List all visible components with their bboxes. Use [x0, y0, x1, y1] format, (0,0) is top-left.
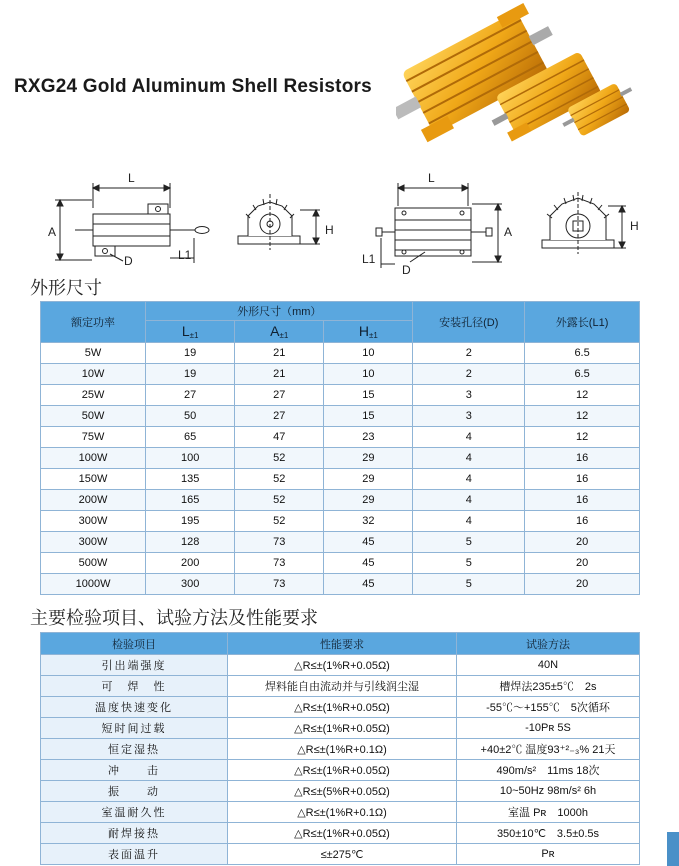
label-H-left: H: [325, 223, 334, 237]
table-cell: △R≤±(1%R+0.05Ω): [228, 697, 457, 718]
table-cell: 6.5: [525, 364, 640, 385]
table-cell: +40±2℃ 温度93⁺²₋₃% 21天: [457, 739, 640, 760]
table-cell: 引出端强度: [41, 655, 228, 676]
header-power: 额定功率: [41, 302, 146, 343]
table-cell: 5: [413, 574, 525, 595]
table-cell: 45: [324, 574, 413, 595]
table-cell: 短时间过载: [41, 718, 228, 739]
table-cell: △R≤±(1%R+0.05Ω): [228, 760, 457, 781]
dimension-table: [40, 301, 640, 595]
table-cell: 52: [235, 490, 324, 511]
table-row: [41, 844, 640, 865]
header-A: $A_{\pm 1}$: [235, 321, 324, 343]
table-cell: △R≤±(1%R+0.05Ω): [228, 718, 457, 739]
table-cell: 47: [235, 427, 324, 448]
table-cell: Pʀ: [457, 844, 640, 865]
end-view-large: [542, 192, 626, 254]
table-cell: 500W: [41, 553, 146, 574]
table-cell: 槽焊法235±5℃ 2s: [457, 676, 640, 697]
table-row: [41, 406, 640, 427]
table-row: [41, 676, 640, 697]
table-cell: △R≤±(5%R+0.05Ω): [228, 781, 457, 802]
table-cell: 恒定湿热: [41, 739, 228, 760]
end-view-small: [238, 194, 320, 250]
corner-accent: [667, 832, 679, 866]
table-row: [41, 655, 640, 676]
table-cell: 12: [525, 385, 640, 406]
table-cell: 15: [324, 406, 413, 427]
table-cell: 4: [413, 469, 525, 490]
table-cell: 4: [413, 511, 525, 532]
table-row: [41, 823, 640, 844]
table-cell: 73: [235, 532, 324, 553]
table-cell: -55℃～+155℃ 5次循环: [457, 697, 640, 718]
table-cell: 23: [324, 427, 413, 448]
table-cell: △R≤±(1%R+0.1Ω): [228, 739, 457, 760]
table-cell: 21: [235, 343, 324, 364]
table-row: [41, 343, 640, 364]
table-cell: 73: [235, 553, 324, 574]
table-cell: 75W: [41, 427, 146, 448]
table-cell: 可 焊 性: [41, 676, 228, 697]
table-cell: 耐焊接热: [41, 823, 228, 844]
table-cell: 焊料能自由流动并与引线润尘湿: [228, 676, 457, 697]
table-cell: 16: [525, 490, 640, 511]
header-lead: 外露长(L1): [525, 302, 640, 343]
table-cell: 45: [324, 553, 413, 574]
section-tests-title: 主要检验项目、试验方法及性能要求: [30, 608, 318, 629]
table-cell: 4: [413, 490, 525, 511]
table-row: [41, 553, 640, 574]
table-cell: 165: [146, 490, 235, 511]
table-cell: 27: [146, 385, 235, 406]
dimension-drawings: [0, 168, 679, 280]
table-row: [41, 739, 640, 760]
table-cell: 21: [235, 364, 324, 385]
table-cell: 25W: [41, 385, 146, 406]
section-dimensions-title: 外形尺寸: [30, 278, 102, 299]
label-L1-right: L1: [362, 252, 376, 266]
table-cell: 1000W: [41, 574, 146, 595]
table-cell: 52: [235, 511, 324, 532]
table-row: [41, 511, 640, 532]
table-cell: △R≤±(1%R+0.05Ω): [228, 655, 457, 676]
table-row: [41, 448, 640, 469]
label-L1-left: L1: [178, 248, 192, 262]
table-row: [41, 574, 640, 595]
label-D-left: D: [124, 254, 133, 268]
table-cell: 2: [413, 343, 525, 364]
table-row: [41, 781, 640, 802]
table-cell: 128: [146, 532, 235, 553]
table-cell: 45: [324, 532, 413, 553]
test-table: [40, 632, 640, 865]
table-cell: ≤±275℃: [228, 844, 457, 865]
table-cell: 表面温升: [41, 844, 228, 865]
table-cell: 29: [324, 448, 413, 469]
table-cell: 300W: [41, 532, 146, 553]
table-cell: 10~50Hz 98m/s² 6h: [457, 781, 640, 802]
header-hole: 安装孔径(D): [413, 302, 525, 343]
label-L-left: L: [128, 171, 135, 185]
table-cell: 50W: [41, 406, 146, 427]
table-cell: 150W: [41, 469, 146, 490]
table-cell: 135: [146, 469, 235, 490]
table-cell: 16: [525, 469, 640, 490]
table-cell: △R≤±(1%R+0.1Ω): [228, 802, 457, 823]
table-cell: 3: [413, 406, 525, 427]
header-L: $L_{\pm 1}$: [146, 321, 235, 343]
table-cell: 490m/s² 11ms 18次: [457, 760, 640, 781]
table-cell: 20: [525, 553, 640, 574]
table-cell: 19: [146, 343, 235, 364]
table-row: [41, 718, 640, 739]
table-cell: 15: [324, 385, 413, 406]
table-row: [41, 802, 640, 823]
header-item: 检验项目: [41, 633, 228, 655]
table-cell: 10: [324, 364, 413, 385]
table-cell: △R≤±(1%R+0.05Ω): [228, 823, 457, 844]
table-cell: 20: [525, 532, 640, 553]
table-row: [41, 490, 640, 511]
header-requirement: 性能要求: [228, 633, 457, 655]
table-cell: 52: [235, 448, 324, 469]
table-cell: 29: [324, 469, 413, 490]
header-H: $H_{\pm 1}$: [324, 321, 413, 343]
table-cell: 4: [413, 448, 525, 469]
table-cell: 4: [413, 427, 525, 448]
table-cell: 振 动: [41, 781, 228, 802]
table-cell: 73: [235, 574, 324, 595]
table-cell: 100: [146, 448, 235, 469]
table-cell: 40N: [457, 655, 640, 676]
side-view-large: [376, 183, 502, 268]
table-cell: 200: [146, 553, 235, 574]
header-method: 试验方法: [457, 633, 640, 655]
table-cell: 300: [146, 574, 235, 595]
label-H-right: H: [630, 219, 639, 233]
table-cell: 65: [146, 427, 235, 448]
header-dims: 外形尺寸（mm）: [146, 302, 413, 321]
table-cell: 室温耐久性: [41, 802, 228, 823]
table-cell: 温度快速变化: [41, 697, 228, 718]
label-L-right: L: [428, 171, 435, 185]
table-cell: 200W: [41, 490, 146, 511]
page-title: RXG24 Gold Aluminum Shell Resistors: [14, 76, 372, 97]
table-cell: -10Pʀ 5S: [457, 718, 640, 739]
table-cell: 12: [525, 427, 640, 448]
table-row: [41, 760, 640, 781]
table-cell: 10W: [41, 364, 146, 385]
resistor-photo: [396, 0, 636, 158]
table-row: [41, 532, 640, 553]
table-row: [41, 364, 640, 385]
table-cell: 2: [413, 364, 525, 385]
label-A-left: A: [48, 225, 57, 239]
table-cell: 5W: [41, 343, 146, 364]
table-cell: 20: [525, 574, 640, 595]
table-cell: 5: [413, 553, 525, 574]
table-cell: 195: [146, 511, 235, 532]
table-cell: 27: [235, 406, 324, 427]
table-cell: 12: [525, 406, 640, 427]
label-A-right: A: [504, 225, 513, 239]
table-cell: 6.5: [525, 343, 640, 364]
table-row: [41, 697, 640, 718]
table-cell: 52: [235, 469, 324, 490]
table-row: [41, 469, 640, 490]
table-cell: 5: [413, 532, 525, 553]
table-cell: 29: [324, 490, 413, 511]
table-cell: 27: [235, 385, 324, 406]
table-cell: 100W: [41, 448, 146, 469]
table-cell: 3: [413, 385, 525, 406]
table-cell: 19: [146, 364, 235, 385]
table-cell: 300W: [41, 511, 146, 532]
table-cell: 室温 Pʀ 1000h: [457, 802, 640, 823]
table-row: [41, 385, 640, 406]
table-cell: 冲 击: [41, 760, 228, 781]
label-D-right: D: [402, 263, 411, 277]
table-cell: 350±10℃ 3.5±0.5s: [457, 823, 640, 844]
table-cell: 50: [146, 406, 235, 427]
table-row: [41, 427, 640, 448]
table-cell: 10: [324, 343, 413, 364]
table-cell: 16: [525, 511, 640, 532]
table-cell: 32: [324, 511, 413, 532]
table-cell: 16: [525, 448, 640, 469]
